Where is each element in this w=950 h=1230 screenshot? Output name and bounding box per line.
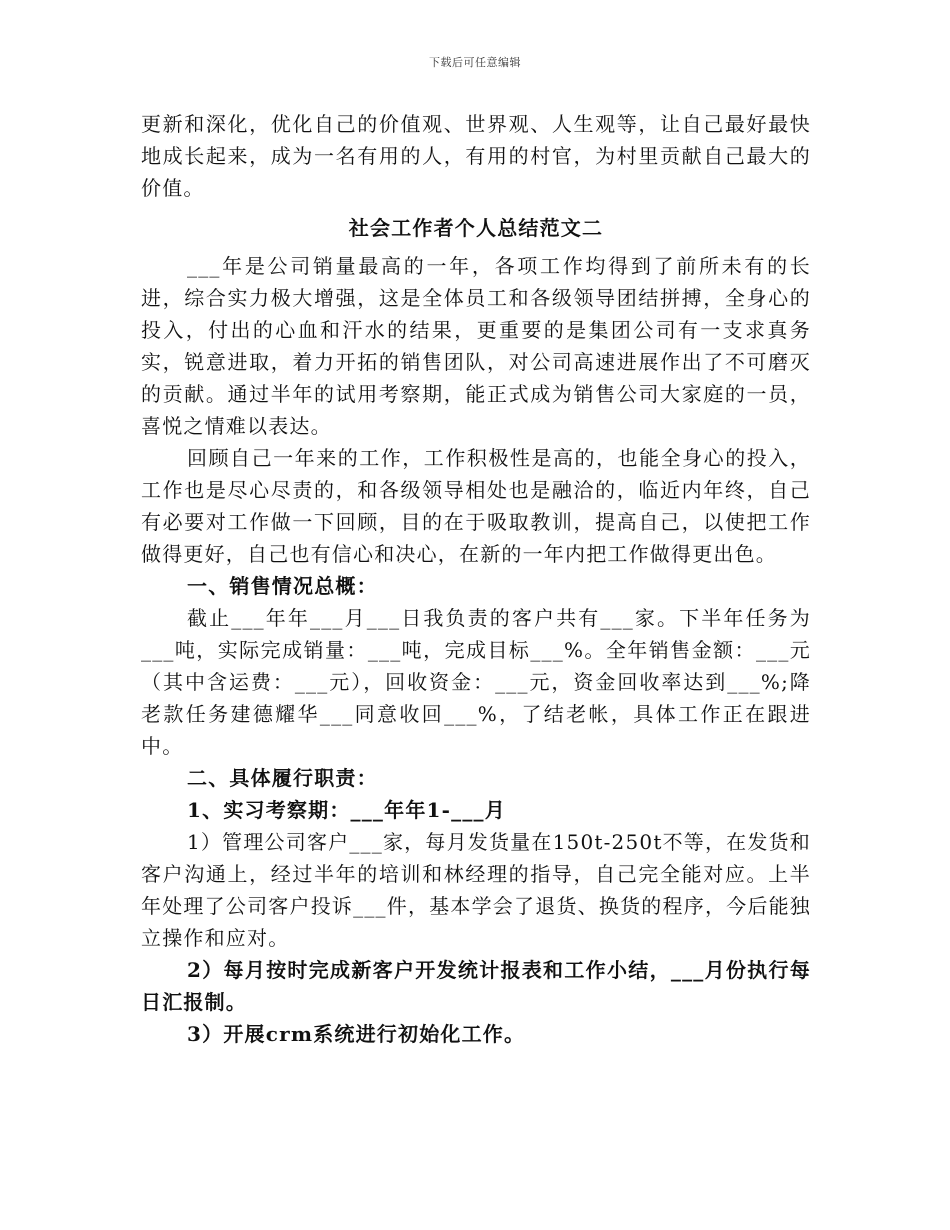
item-3: 3）开展crm系统进行初始化工作。	[187, 1022, 526, 1046]
heading-sales-overview: 一、销售情况总概：	[187, 574, 378, 598]
page-header-note: 下载后可任意编辑	[429, 56, 521, 69]
heading-duties: 二、具体履行职责：	[187, 766, 378, 790]
item-2: 2）每月按时完成新客户开发统计报表和工作小结，___月份执行每日汇报制。	[141, 958, 811, 1014]
heading-probation: 1、实习考察期：___年年1-___月	[187, 798, 506, 822]
paragraph-3: 截止___年年___月___日我负责的客户共有___家。下半年任务为___吨，实际完成销量：___吨，完成目标___%。全年销售金额：___元（其中含运费：___元），回收资金：___元，资金回收率达到___%;降老款任务建德耀华___同意收回___%，了结老帐，具体工作正在跟进中。	[141, 606, 811, 758]
section-title: 社会工作者个人总结范文二	[348, 216, 604, 240]
paragraph-2: 回顾自己一年来的工作，工作积极性是高的，也能全身心的投入，工作也是尽心尽责的，和各级领导相处也是融洽的，临近内年终，自己有必要对工作做一下回顾，目的在于吸取教训，提高自己，以使把工作做得更好，自己也有信心和决心，在新的一年内把工作做得更出色。	[141, 446, 811, 566]
paragraph-1: ___年是公司销量最高的一年，各项工作均得到了前所未有的长进，综合实力极大增强，这是全体员工和各级领导团结拼搏，全身心的投入，付出的心血和汗水的结果，更重要的是集团公司有一支求真务实，锐意进取，着力开拓的销售团队，对公司高速进展作出了不可磨灭的贡献。通过半年的试用考察期，能正式成为销售公司大家庭的一员，喜悦之情难以表达。	[141, 254, 811, 438]
intro-paragraph: 更新和深化，优化自己的价值观、世界观、人生观等，让自己最好最快地成长起来，成为一名有用的人，有用的村官，为村里贡献自己最大的价值。	[141, 112, 811, 200]
document-body	[141, 108, 811, 1050]
paragraph-4: 1）管理公司客户___家，每月发货量在150t-250t不等，在发货和客户沟通上，经过半年的培训和林经理的指导，自己完全能对应。上半年处理了公司客户投诉___件，基本学会了退货、换货的程序，今后能独立操作和应对。	[141, 830, 811, 950]
